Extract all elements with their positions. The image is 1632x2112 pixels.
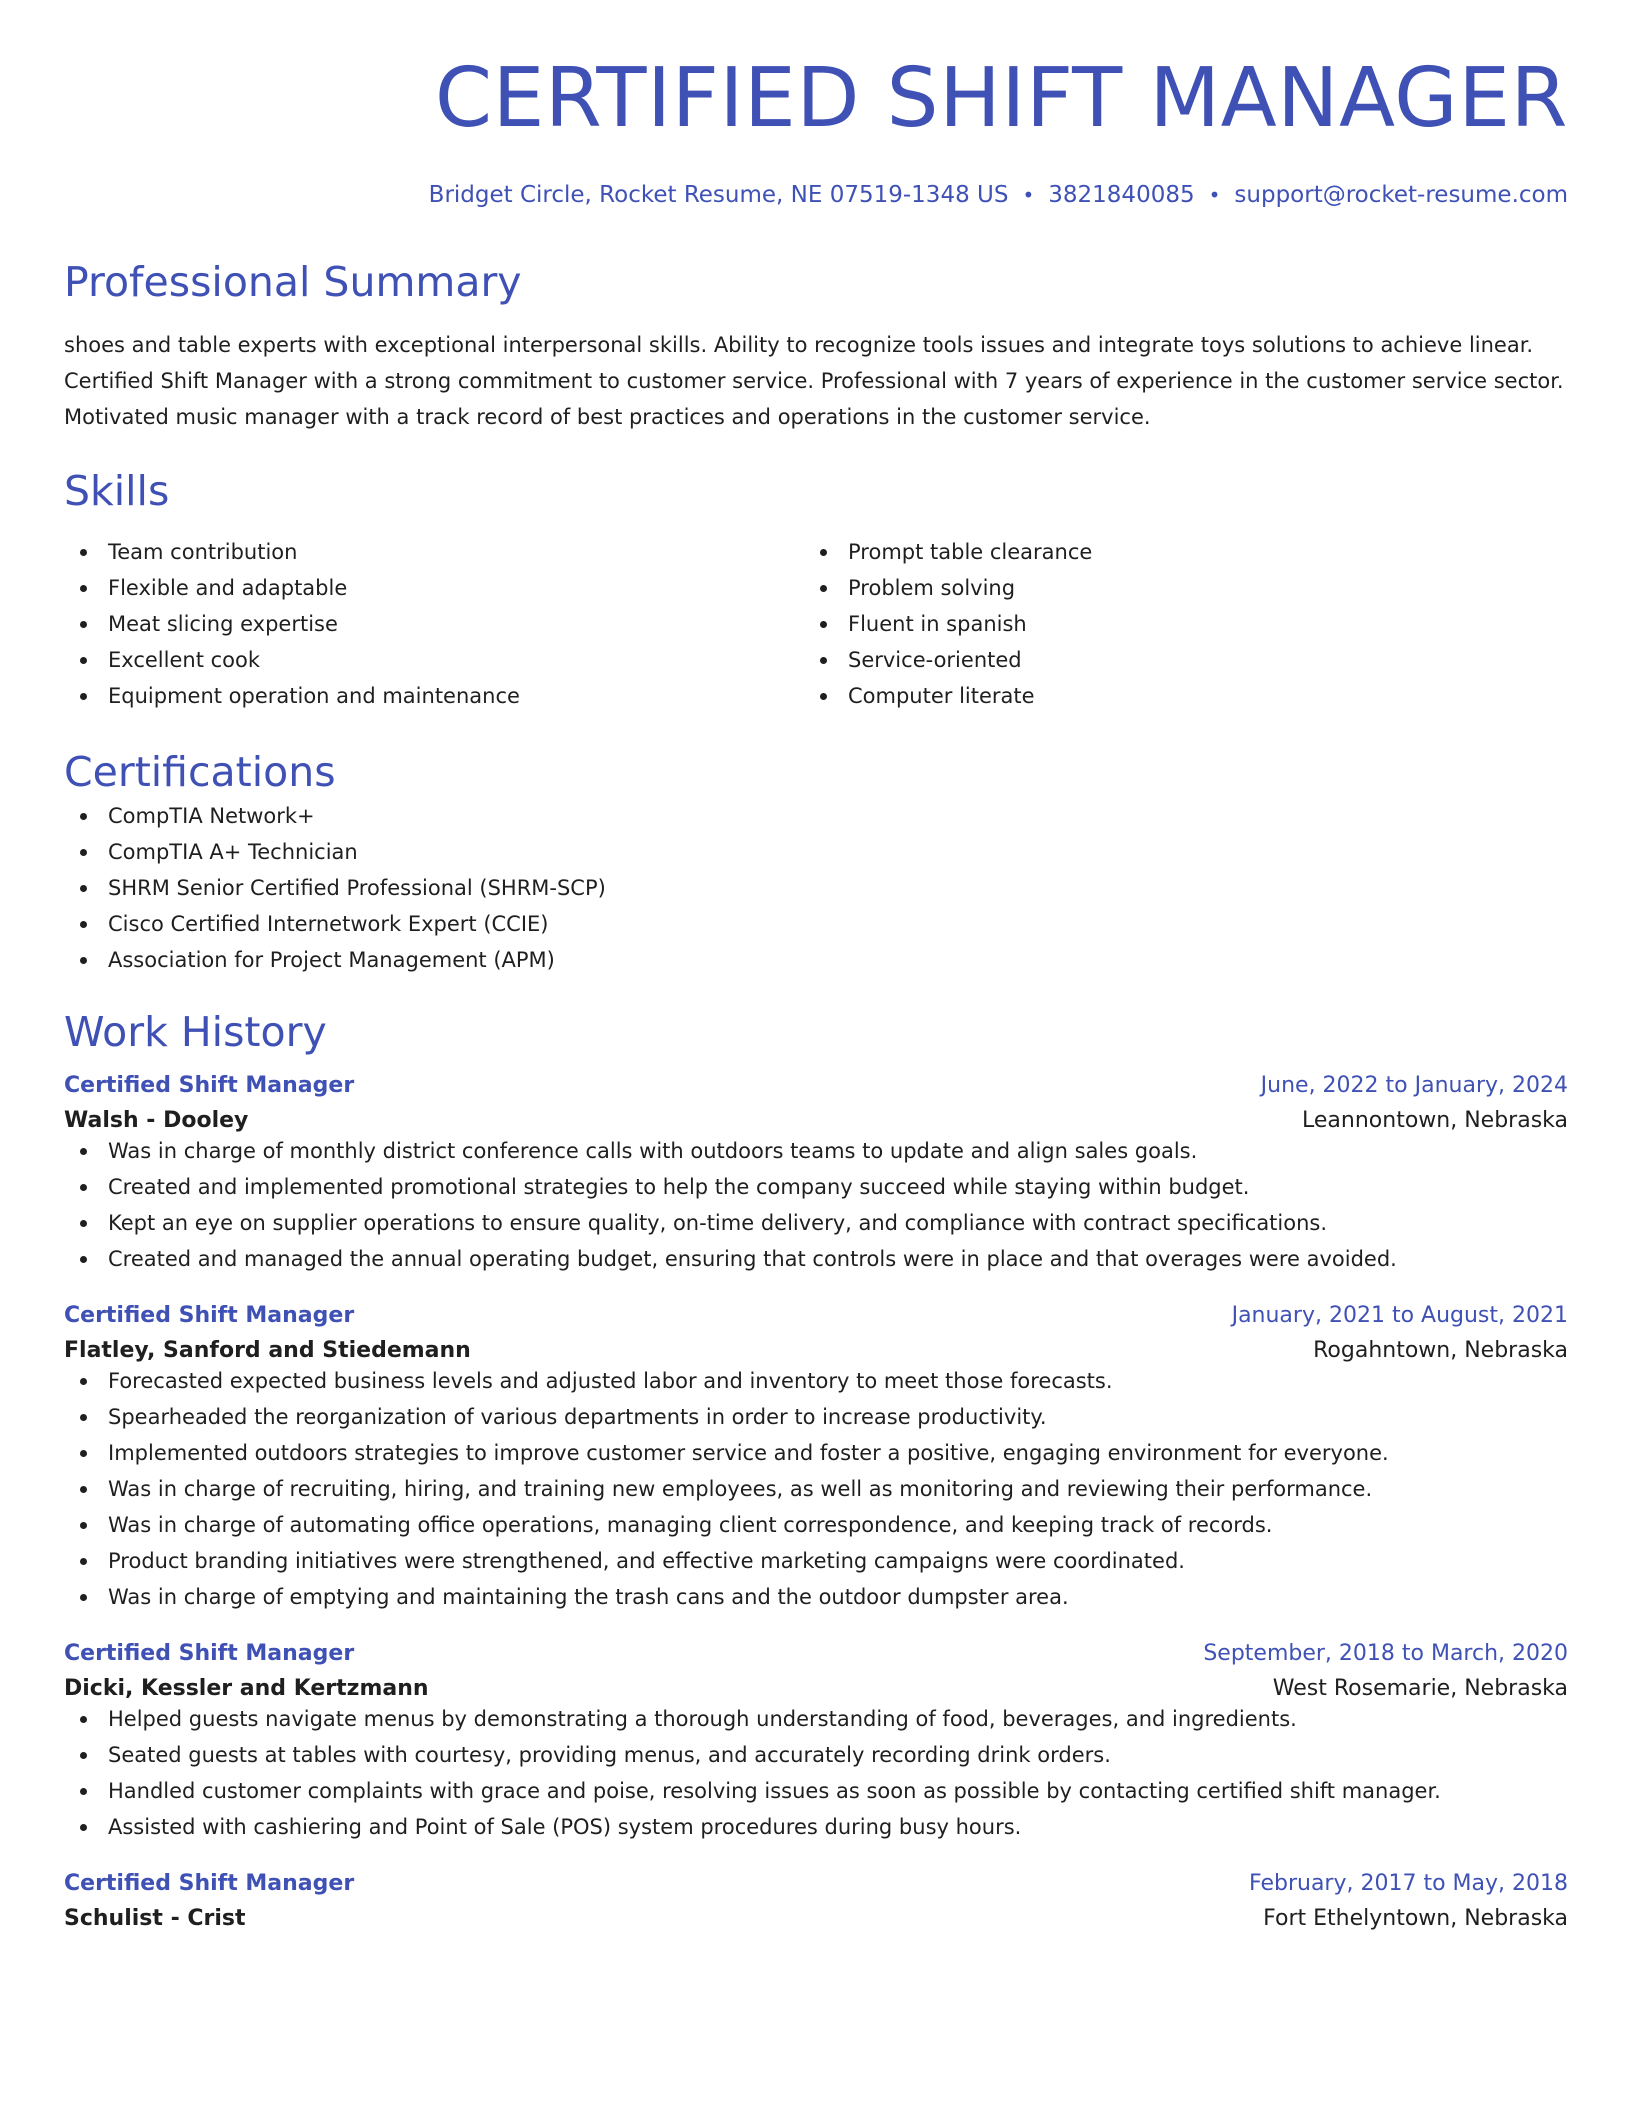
job-bullet: Spearheaded the reorganization of various departments in order to increase productivity.	[64, 1399, 1568, 1435]
job-header	[64, 1073, 1568, 1098]
job-dates: June, 2022 to January, 2024	[1260, 1072, 1568, 1098]
resume-page	[64, 0, 1568, 2112]
certification-item: CompTIA A+ Technician	[64, 834, 1568, 870]
summary-text	[64, 327, 1568, 435]
skills-grid	[64, 534, 1568, 714]
summary-heading: Professional Summary	[64, 258, 522, 306]
skills-heading: Skills	[64, 467, 170, 516]
job-bullet: Created and implemented promotional strategies to help the company succeed while staying within budget.	[64, 1169, 1568, 1205]
job-bullet: Helped guests navigate menus by demonstrating a thorough understanding of food, beverages, and ingredients.	[64, 1701, 1568, 1737]
job-company: Dicki, Kessler and Kertzmann	[64, 1675, 429, 1701]
job-bullet: Seated guests at tables with courtesy, providing menus, and accurately recording drink orders.	[64, 1737, 1568, 1773]
job-location: West Rosemarie, Nebraska	[1272, 1675, 1568, 1701]
job-subheader	[64, 1676, 1568, 1701]
certification-item: Association for Project Management (APM)	[64, 942, 1568, 978]
job-company: Walsh - Dooley	[64, 1107, 249, 1133]
job-bullet: Was in charge of automating office operations, managing client correspondence, and keeping track of records.	[64, 1507, 1568, 1543]
job-location: Fort Ethelyntown, Nebraska	[1263, 1905, 1568, 1931]
work-history-heading: Work History	[64, 1007, 327, 1056]
job-entry	[64, 1871, 1568, 1931]
job-subheader	[64, 1906, 1568, 1931]
job-entry	[64, 1073, 1568, 1277]
contact-line	[64, 182, 1568, 208]
skill-item: Equipment operation and maintenance	[64, 678, 804, 714]
job-company: Schulist - Crist	[64, 1905, 246, 1931]
job-bullets	[64, 1363, 1568, 1615]
skill-item: Flexible and adaptable	[64, 570, 804, 606]
contact-phone: 3821840085	[1048, 182, 1195, 208]
certification-item: Cisco Certified Internetwork Expert (CCIE)	[64, 906, 1568, 942]
skill-item: Prompt table clearance	[804, 534, 1544, 570]
skill-item: Problem solving	[804, 570, 1544, 606]
job-header	[64, 1303, 1568, 1328]
job-subheader	[64, 1338, 1568, 1363]
job-location: Leannontown, Nebraska	[1302, 1107, 1568, 1133]
job-bullet: Was in charge of monthly district conference calls with outdoors teams to update and align sales goals.	[64, 1133, 1568, 1169]
skills-list-right	[804, 534, 1544, 714]
job-dates: January, 2021 to August, 2021	[1231, 1302, 1568, 1328]
certifications-heading: Certifications	[64, 748, 336, 797]
job-bullets	[64, 1701, 1568, 1845]
skill-item: Excellent cook	[64, 642, 804, 678]
summary-line: Certified Shift Manager with a strong commitment to customer service. Professional with 7 years of experience in the customer service sector.	[64, 369, 1564, 394]
job-title: Certified Shift Manager	[64, 1072, 355, 1098]
certification-item: SHRM Senior Certified Professional (SHRM-SCP)	[64, 870, 1568, 906]
contact-separator: •	[1208, 183, 1221, 207]
job-dates: September, 2018 to March, 2020	[1203, 1640, 1568, 1666]
skill-item: Meat slicing expertise	[64, 606, 804, 642]
skills-list-left	[64, 534, 804, 714]
job-entry	[64, 1641, 1568, 1845]
job-bullet: Created and managed the annual operating budget, ensuring that controls were in place and that overages were avoided.	[64, 1241, 1568, 1277]
job-dates: February, 2017 to May, 2018	[1249, 1870, 1568, 1896]
job-title: Certified Shift Manager	[64, 1302, 355, 1328]
job-bullets	[64, 1133, 1568, 1277]
job-bullet: Kept an eye on supplier operations to ensure quality, on-time delivery, and compliance with contract specifications.	[64, 1205, 1568, 1241]
job-bullet: Forecasted expected business levels and adjusted labor and inventory to meet those forecasts.	[64, 1363, 1568, 1399]
job-subheader	[64, 1108, 1568, 1133]
job-bullet: Assisted with cashiering and Point of Sale (POS) system procedures during busy hours.	[64, 1809, 1568, 1845]
job-title: Certified Shift Manager	[64, 1870, 355, 1896]
job-entry	[64, 1303, 1568, 1615]
summary-line: shoes and table experts with exceptional interpersonal skills. Ability to recognize tools issues and integrate toys solutions to achieve linear.	[64, 333, 1534, 358]
skill-item: Fluent in spanish	[804, 606, 1544, 642]
certification-item: CompTIA Network+	[64, 798, 1568, 834]
job-bullet: Product branding initiatives were strengthened, and effective marketing campaigns were coordinated.	[64, 1543, 1568, 1579]
contact-separator: •	[1022, 183, 1035, 207]
job-bullet: Was in charge of emptying and maintaining the trash cans and the outdoor dumpster area.	[64, 1579, 1568, 1615]
contact-email[interactable]: support@rocket-resume.com	[1234, 182, 1568, 208]
job-header	[64, 1871, 1568, 1896]
certifications-list	[64, 798, 1568, 978]
job-company: Flatley, Sanford and Stiedemann	[64, 1337, 471, 1363]
job-bullet: Handled customer complaints with grace and poise, resolving issues as soon as possible by contacting certified shift manager.	[64, 1773, 1568, 1809]
skill-item: Service-oriented	[804, 642, 1544, 678]
job-title: Certified Shift Manager	[64, 1640, 355, 1666]
resume-name: CERTIFIED SHIFT MANAGER	[434, 51, 1568, 146]
job-header	[64, 1641, 1568, 1666]
job-bullet: Was in charge of recruiting, hiring, and training new employees, as well as monitoring and reviewing their performance.	[64, 1471, 1568, 1507]
summary-line: Motivated music manager with a track record of best practices and operations in the customer service.	[64, 405, 1151, 430]
contact-address: Bridget Circle, Rocket Resume, NE 07519-1348 US	[428, 182, 1009, 208]
skill-item: Computer literate	[804, 678, 1544, 714]
job-location: Rogahntown, Nebraska	[1313, 1337, 1568, 1363]
skill-item: Team contribution	[64, 534, 804, 570]
job-bullet: Implemented outdoors strategies to improve customer service and foster a positive, engaging environment for everyone.	[64, 1435, 1568, 1471]
